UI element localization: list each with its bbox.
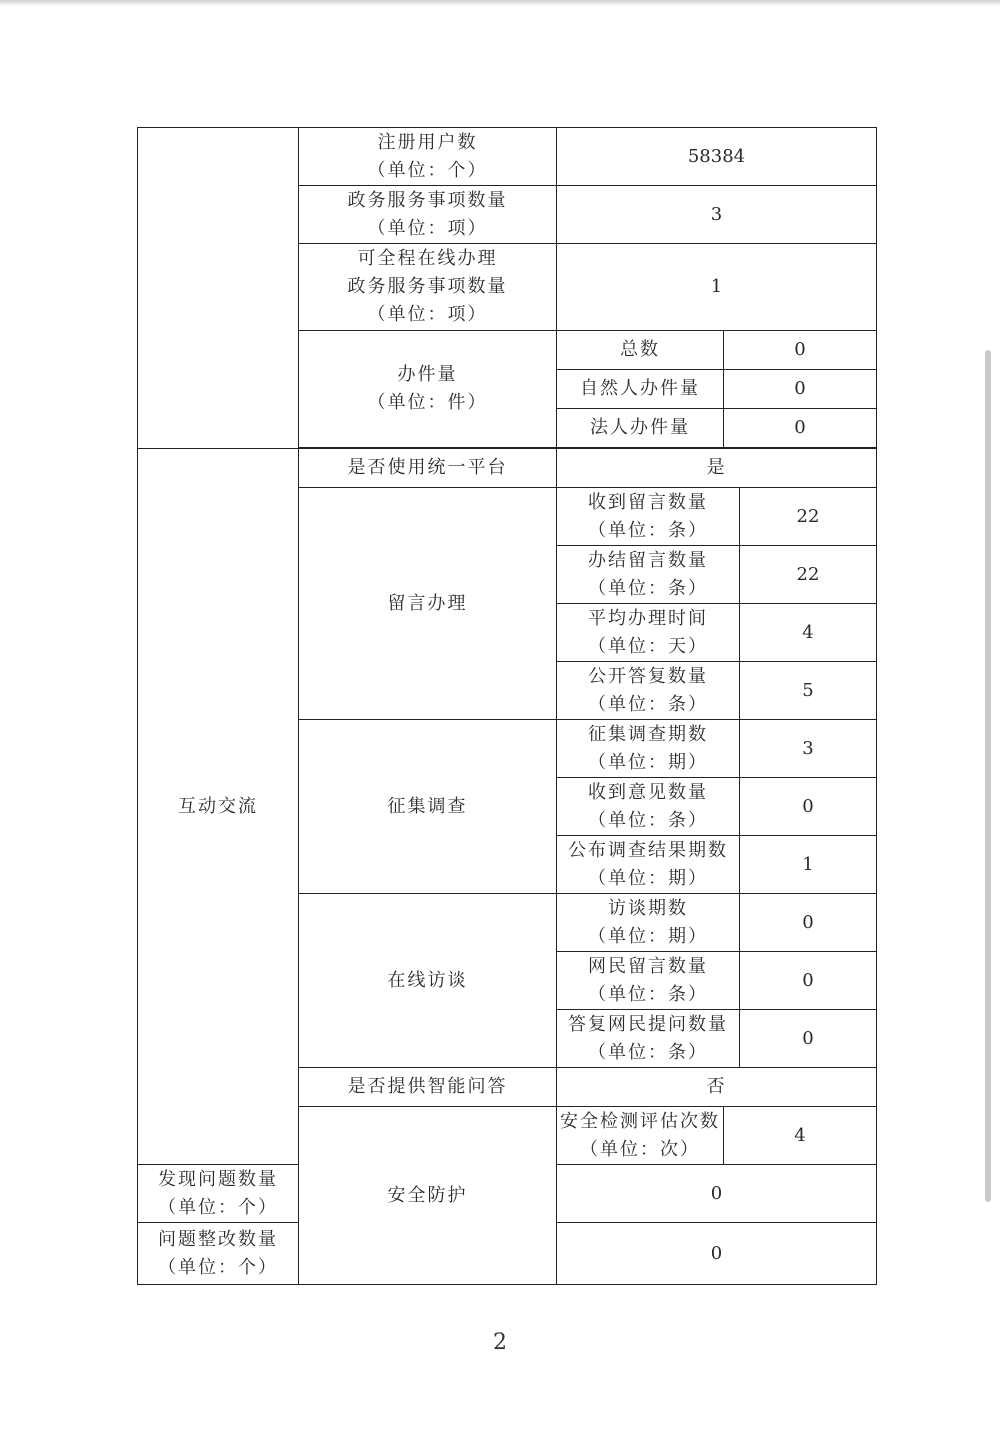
value-cell: 0 — [740, 894, 877, 952]
value-cell: 1 — [740, 836, 877, 894]
label-cell: 政务服务事项数量 （单位：项） — [299, 186, 557, 244]
value-cell: 4 — [724, 1107, 877, 1165]
page-top-edge — [0, 0, 1000, 6]
sub-label-cell: 总数 — [557, 331, 724, 370]
sub-label-cell: 平均办理时间 （单位：天） — [557, 604, 740, 662]
sub-label-cell: 收到留言数量 （单位：条） — [557, 488, 740, 546]
sub-label-cell: 网民留言数量 （单位：条） — [557, 952, 740, 1010]
label-cell: 办件量 （单位：件） — [299, 331, 557, 448]
value-cell: 3 — [557, 186, 877, 244]
sub-label-cell: 法人办件量 — [557, 409, 724, 448]
scrollbar-thumb[interactable] — [985, 350, 991, 1202]
label-cell: 留言办理 — [299, 488, 557, 720]
sub-label-cell: 自然人办件量 — [557, 370, 724, 409]
label-cell: 安全检测评估次数 （单位：次） — [557, 1107, 724, 1165]
value-cell: 0 — [740, 778, 877, 836]
sub-label-cell: 公布调查结果期数 （单位：期） — [557, 836, 740, 894]
value-cell: 0 — [740, 952, 877, 1010]
value-cell: 1 — [557, 244, 877, 331]
value-cell: 是 — [557, 449, 877, 488]
value-cell: 0 — [724, 370, 877, 409]
value-cell: 4 — [740, 604, 877, 662]
table-row — [138, 449, 877, 488]
report-table — [137, 127, 877, 1285]
sub-label-cell: 访谈期数 （单位：期） — [557, 894, 740, 952]
label-cell: 征集调查 — [299, 720, 557, 894]
value-cell: 22 — [740, 488, 877, 546]
value-cell: 0 — [724, 331, 877, 370]
value-cell: 58384 — [557, 128, 877, 186]
label-cell: 可全程在线办理 政务服务事项数量 （单位：项） — [299, 244, 557, 331]
sub-label-cell: 征集调查期数 （单位：期） — [557, 720, 740, 778]
label-cell: 问题整改数量 （单位：个） — [138, 1223, 299, 1285]
label-cell: 注册用户数 （单位：个） — [299, 128, 557, 186]
value-cell: 否 — [557, 1068, 877, 1107]
page-number: 2 — [493, 1330, 507, 1355]
category-cell-service — [138, 128, 299, 449]
label-cell: 是否使用统一平台 — [299, 449, 557, 488]
value-cell: 5 — [740, 662, 877, 720]
sub-label-cell: 办结留言数量 （单位：条） — [557, 546, 740, 604]
value-cell: 3 — [740, 720, 877, 778]
category-cell-interaction: 互动交流 — [138, 449, 299, 1165]
label-cell: 是否提供智能问答 — [299, 1068, 557, 1107]
sub-label-cell: 收到意见数量 （单位：条） — [557, 778, 740, 836]
value-cell: 22 — [740, 546, 877, 604]
sub-label-cell: 公开答复数量 （单位：条） — [557, 662, 740, 720]
category-cell-security: 安全防护 — [299, 1107, 557, 1285]
value-cell: 0 — [740, 1010, 877, 1068]
value-cell: 0 — [724, 409, 877, 448]
value-cell: 0 — [557, 1223, 877, 1285]
label-cell: 发现问题数量 （单位：个） — [138, 1165, 299, 1223]
table-row — [138, 128, 877, 186]
sub-label-cell: 答复网民提问数量 （单位：条） — [557, 1010, 740, 1068]
label-cell: 在线访谈 — [299, 894, 557, 1068]
value-cell: 0 — [557, 1165, 877, 1223]
